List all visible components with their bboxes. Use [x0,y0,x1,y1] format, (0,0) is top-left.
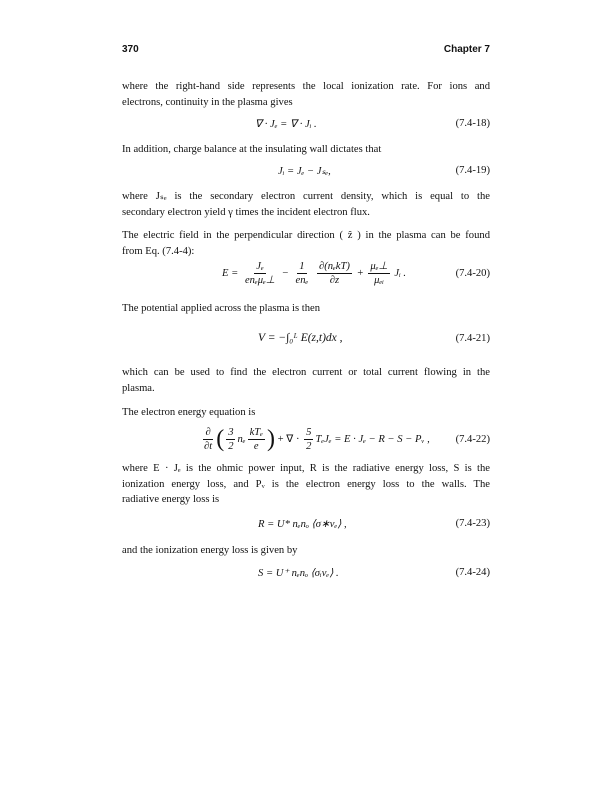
fraction [317,260,352,287]
numerator: 1 [299,261,305,272]
paragraph [122,189,490,220]
fraction [226,426,235,453]
text-line: where E · Jₑ is the ohmic power input, R is the radiative energy loss, S is the [122,463,490,474]
paren: ) [266,426,275,452]
equation-7-4-19: Jᵢ = Jₑ − Jₛₑ, [278,166,331,177]
paragraph [122,405,490,421]
equation-number: (7.4-21) [455,333,490,344]
denominator: 2 [228,441,234,452]
fraction [368,260,389,287]
text-line: electrons, continuity in the plasma gives [122,96,293,108]
paragraph [122,228,490,259]
equation-number: (7.4-24) [455,567,490,578]
denominator: enₑ [295,275,309,286]
denominator: μₑᵢ [374,275,384,286]
text-line: and the ionization energy loss is given by [122,545,298,556]
numerator: ∂ [205,427,211,438]
numerator: μₑ⊥ [370,261,388,272]
text-line: The electric field in the perpendicular direction ( ẑ ) in the plasma can be found [122,230,490,241]
text-line: where Jₛₑ is the secondary electron current density, which is equal to the [122,191,490,202]
equation-7-4-24: S = U⁺ nₑnₒ ⟨σᵢvₑ⟩ . [258,568,339,579]
text-line: where the right-hand side represents the local ionization rate. For ions and [122,81,490,92]
denominator: ∂t [204,441,213,452]
operator: + ∇ · [277,433,300,445]
eq-tail: Jᵢ . [394,267,407,279]
text-line: In addition, charge balance at the insulating wall dictates that [122,144,382,155]
text-line: plasma. [122,382,155,394]
text-line: which can be used to find the electron current or total current flowing in the [122,367,490,378]
operator: + [356,267,364,279]
equation-7-4-22 [200,426,430,453]
eq-term: nₑ [237,433,246,445]
equation-7-4-23: R = U* nₑnₒ ⟨σ∗vₑ⟩ , [258,519,347,530]
denominator: ∂z [329,275,340,286]
text-line: secondary electron yield γ times the incident electron flux. [122,206,370,218]
text-line: from Eq. (7.4-4): [122,245,195,257]
fraction [202,426,214,453]
numerator: Jₑ [256,261,264,272]
operator: − [281,267,289,279]
numerator: 5 [306,427,312,438]
paragraph [122,301,490,317]
fraction [294,260,311,287]
eq-lhs: E = [222,267,239,279]
text-line: ionization energy loss, and Pᵥ is the electron energy loss to the walls. The [122,478,490,490]
eq-rhs: TₑJₑ = E · Jₑ − R − S − Pᵥ , [315,433,430,445]
paragraph [122,543,490,559]
numerator: kTₑ [249,427,263,438]
equation-number: (7.4-20) [455,268,490,279]
paragraph [122,79,490,110]
fraction [304,426,313,453]
text-line: The electron energy equation is [122,407,256,418]
equation-7-4-18: ∇ · Jₑ = ∇ · Jᵢ . [255,119,317,130]
equation-number: (7.4-22) [455,434,490,445]
denominator: e [253,441,259,452]
paragraph [122,142,490,158]
denominator: enₑμₑ⊥ [244,275,276,286]
text-line: The potential applied across the plasma is then [122,303,320,314]
paragraph [122,365,490,396]
paren: ( [216,426,225,452]
equation-7-4-21: V = −∫₀ᴸ E(z,t)dx , [258,332,343,344]
equation-7-4-20 [222,260,406,287]
text-line: radiative energy loss is [122,494,220,505]
paragraph [122,461,490,508]
fraction [248,426,265,453]
equation-number: (7.4-19) [455,165,490,176]
chapter-label: Chapter 7 [443,44,490,55]
fraction [243,260,277,287]
equation-number: (7.4-23) [455,518,490,529]
numerator: 3 [228,427,234,438]
numerator: ∂(nₑkT) [318,261,350,272]
denominator: 2 [306,441,312,452]
equation-number: (7.4-18) [455,118,490,129]
page-number: 370 [122,44,139,55]
